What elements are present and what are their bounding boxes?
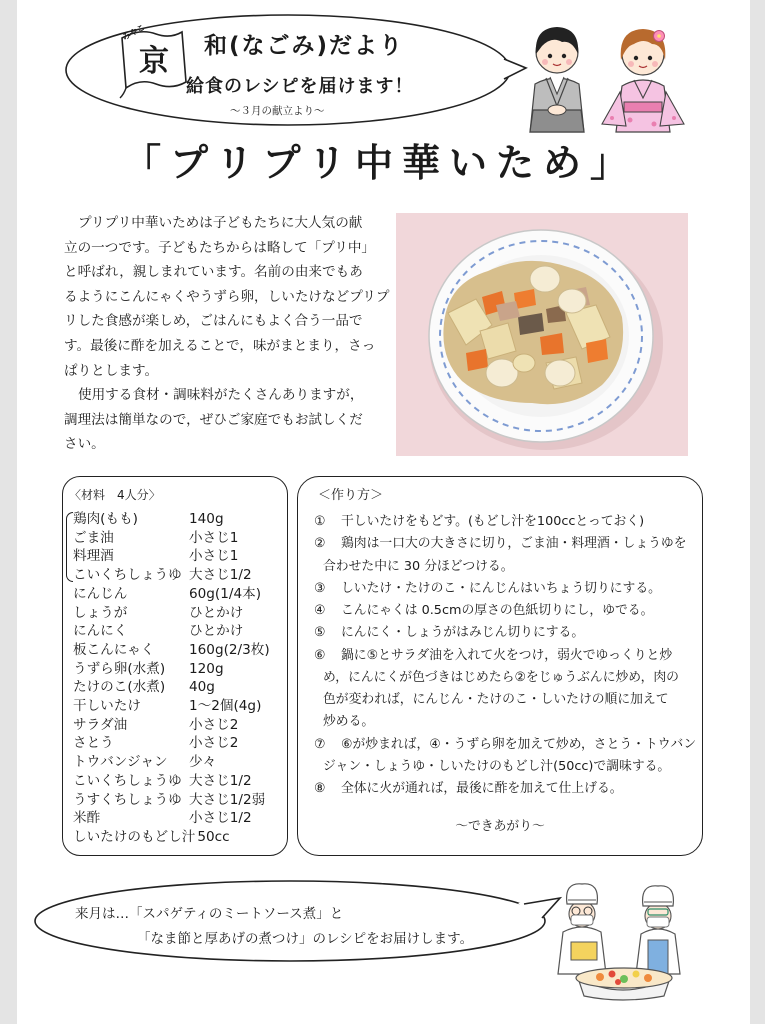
step-text: しいたけ・たけのこ・にんじんはいちょう切りにする。 [341,580,661,596]
kimono-kids-illustration [522,14,694,134]
step-text: 全体に火が通れば，最後に酢を加えて仕上げる。 [341,781,623,796]
step-text: ジャン・しょうゆ・しいたけのもどし汁(50cc)で調味する。 [323,758,671,774]
step-item [314,778,696,800]
dish-photo [396,213,688,456]
step-line [323,711,696,733]
ingredient-row [73,641,270,660]
ingredient-row [73,547,270,566]
ingredient-amount: 大さじ1/2弱 [189,791,266,808]
intro-line: プリプリ中華いためは子どもたちに大人気の献 [78,215,363,231]
flag-character: 京 [139,44,169,79]
step-text: 鶏肉は一口大の大きさに切り，ごま油・料理酒・しょうゆを [341,536,687,552]
ingredients-box [62,476,288,856]
step-text: こんにゃくは 0.5cmの厚さの色紙切りにし，ゆでる。 [341,603,654,618]
ingredient-name: こいくちしょうゆ [73,567,182,584]
step-line [314,778,696,800]
next-month-text-line: 「なま節と厚あげの煮つけ」のレシピをお届けします。 [137,931,474,947]
step-number: ⑧ [314,781,326,796]
next-month-text-line: 来月は…「スパゲティのミートソース煮」と [75,906,344,922]
ingredient-amount: 120g [189,660,224,677]
ingredient-row [73,510,270,529]
ingredient-row [73,604,270,623]
newsletter-subtitle: 給食のレシピを届けます！ [186,76,414,97]
step-item [314,734,697,779]
ingredient-amount: 1～2個(4g) [189,698,262,715]
steps-header: ＜作り方＞ [318,488,384,503]
ingredient-amount: 小さじ1 [189,548,239,565]
ingredient-row [73,566,270,585]
ingredient-row [73,529,270,548]
ingredient-row [73,585,270,604]
step-text: 色が変われば，にんじん・たけのこ・しいたけの順に加えて [323,692,669,707]
ingredients-header: 〈材料 4人分〉 [69,488,161,502]
step-text: め，にんにくが色づきはじめたら②をじゅうぶんに炒め，肉の [323,669,679,685]
ingredient-row [73,622,270,641]
ingredient-name: 米酢 [73,810,101,827]
steps-box [297,476,703,856]
intro-text [64,211,392,457]
ingredient-row [73,809,270,828]
ingredient-name: しょうが [73,604,128,621]
ingredient-amount: 160g(2/3枚) [189,641,270,658]
step-item [314,533,696,578]
step-text: にんにく・しょうがはみじん切りにする。 [341,625,585,641]
ingredient-amount: 小さじ1/2 [189,810,252,827]
ingredient-amount: 小さじ2 [189,716,239,733]
step-text: 鍋に⑤とサラダ油を入れて火をつけ，弱火でゆっくりと炒 [341,647,673,663]
ingredient-row [73,734,270,753]
ingredient-row [73,678,270,697]
ingredient-amount: 少々 [189,754,217,771]
ingredient-name: サラダ油 [73,716,128,733]
steps-list [314,511,697,800]
ingredient-name: うずら卵(水煮) [73,660,166,677]
ingredient-name: 板こんにゃく [73,641,155,658]
step-number: ⑤ [314,625,326,641]
step-line [323,689,696,711]
step-line [314,734,696,756]
ingredient-amount: 小さじ2 [189,735,239,752]
step-number: ⑦ [314,736,326,752]
ingredients-group-bracket [66,512,73,582]
intro-paragraph [64,383,392,457]
intro-line: さい。 [64,436,105,453]
step-number: ① [314,514,326,529]
ingredient-row [73,716,270,735]
ingredient-amount: 140g [189,511,224,527]
ingredient-row [73,753,270,772]
intro-line: 立の一つです。子どもたちからは略して「プリ中」 [64,239,376,256]
ingredient-row [73,828,270,847]
ingredient-row [73,791,270,810]
intro-line: リした食感が楽しめ，ごはんにもよく合う一品で [64,313,363,330]
step-text: ⑥が炒まれば，④・うずら卵を加えて炒め，さとう・トウバン [341,736,697,752]
step-line [314,645,696,667]
step-line [314,600,696,622]
step-number: ⑥ [314,647,326,663]
intro-line: るようにこんにゃくやうずら卵，しいたけなどプリプ [64,288,390,305]
step-text: 干しいたけをもどす。(もどし汁を100ccとっておく) [341,514,645,529]
intro-line: 調理法は簡単なので，ぜひご家庭でもお試しくだ [64,411,363,428]
ingredient-amount: 50cc [197,828,230,845]
ingredient-name: たけのこ(水煮) [73,679,166,696]
step-text: 合わせた中に 30 分ほどつける。 [323,558,514,574]
step-line [314,511,696,533]
step-number: ④ [314,603,326,618]
ingredient-amount: 60g(1/4本) [189,585,262,602]
newsletter-title: 和(なごみ)だより [204,33,405,59]
ingredient-name: にんじん [73,585,128,602]
ingredient-amount: 大さじ1/2 [189,567,252,584]
ingredient-amount: ひとかけ [189,604,244,621]
step-number: ② [314,536,326,552]
ingredient-name: こいくちしょうゆ [73,772,182,789]
ingredient-name: 干しいたけ [73,698,141,715]
step-item [314,600,696,622]
step-line [323,556,696,578]
ingredient-name: うすくちしょうゆ [73,791,182,808]
ingredient-name: 料理酒 [73,548,114,565]
intro-line: 使用する食材・調味料がたくさんありますが， [78,387,364,404]
intro-paragraph [64,211,392,383]
step-line [323,667,696,689]
step-item [314,622,696,644]
ingredient-name: さとう [73,735,114,752]
intro-line: ぱりとします。 [64,362,159,379]
dish-photo-image [396,213,688,456]
intro-line: と呼ばれ，親しまれています。名前の由来でもあ [64,264,363,281]
ingredients-list [73,510,270,847]
step-number: ③ [314,580,326,596]
ingredient-name: ごま油 [73,529,114,546]
step-item [314,645,696,734]
ingredient-row [73,772,270,791]
recipe-title: 「プリプリ中華いため」 [123,141,637,185]
ingredient-amount: 大さじ1/2 [189,772,252,789]
step-item [314,511,696,533]
ingredient-row [73,697,270,716]
ingredient-row [73,660,270,679]
ingredient-name: トウバンジャン [73,754,168,771]
ingredient-name: しいたけのもどし汁 [73,828,196,845]
steps-footer: ～できあがり～ [455,819,545,834]
step-line [314,578,696,600]
ingredient-amount: ひとかけ [189,623,244,640]
lunch-staff-illustration [552,878,692,1002]
intro-line: す。最後に酢を加えることで，味がまとまり，さっ [64,337,376,354]
ingredient-amount: 小さじ1 [189,529,239,546]
step-item [314,578,696,600]
flag-ruby-text: みやこ [121,22,147,42]
ingredient-name: にんにく [73,623,128,640]
step-line [314,622,696,644]
step-text: 炒める。 [323,714,375,730]
step-line [314,533,696,555]
step-line [323,756,696,778]
month-note: ～３月の献立より～ [230,105,325,117]
ingredient-name: 鶏肉(もも) [73,511,138,527]
ingredient-amount: 40g [189,679,215,696]
